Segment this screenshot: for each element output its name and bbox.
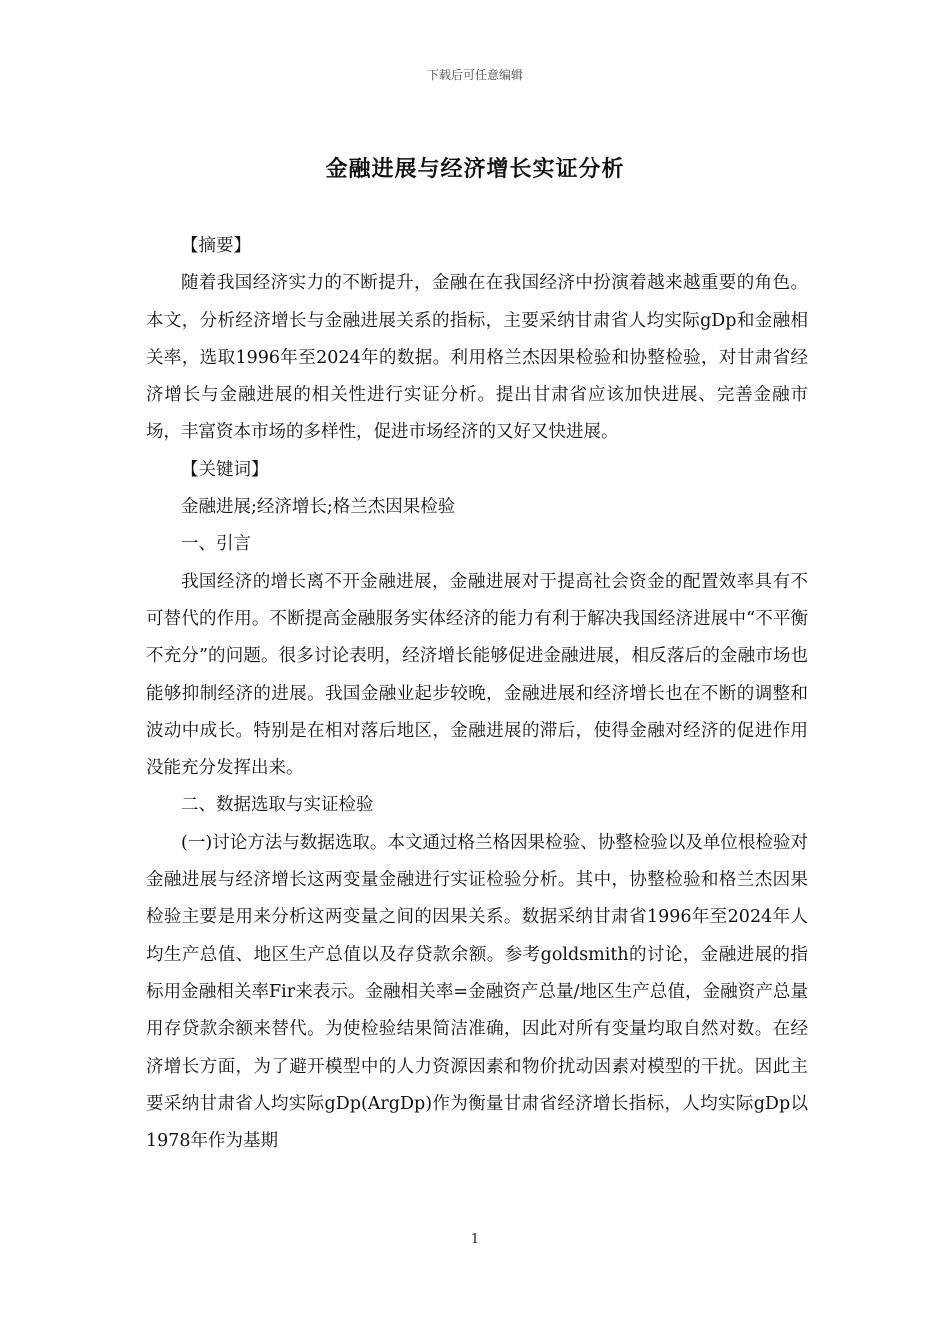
section1-heading: 一、引言 <box>181 534 251 555</box>
page-header-note: 下载后可任意编辑 <box>426 68 523 82</box>
section1-text: 我国经济的增长离不开金融进展，金融进展对于提高社会资金的配置效率具有不可替代的作用。不断提高金融服务实体经济的能力有利于解决我国经济进展中“不平衡不充分”的问题。很多讨论表明，经济增长能够促进金融进展，相反落后的金融市场也能够抑制经济的进展。我国金融业起步较晚，金融进展和经济增长也在不断的调整和波动中成长。特别是在相对落后地区，金融进展的滞后，使得金融对经济的促进作用没能充分发挥出来。 <box>146 571 808 779</box>
document-body <box>146 228 808 1160</box>
section2-heading: 二、数据选取与实证检验 <box>181 795 374 816</box>
keywords-heading: 【关键词】 <box>181 459 269 480</box>
section2-text: (一)讨论方法与数据选取。本文通过格兰格因果检验、协整检验以及单位根检验对金融进展与经济增长这两变量金融进行实证检验分析。其中，协整检验和格兰杰因果检验主要是用来分析这两变量之间的因果关系。数据采纳甘肃省1996年至2024年人均生产总值、地区生产总值以及存贷款余额。参考goldsmith的讨论，金融进展的指标用金融相关率Fir来表示。金融相关率=金融资产总量/地区生产总值，金融资产总量用存贷款余额来替代。为使检验结果简洁准确，因此对所有变量均取自然对数。在经济增长方面，为了避开模型中的人力资源因素和物价扰动因素对模型的干扰。因此主要采纳甘肃省人均实际gDp(ArgDp)作为衡量甘肃省经济增长指标，人均实际gDp以1978年作为基期 <box>146 832 808 1152</box>
abstract-text: 随着我国经济实力的不断提升，金融在在我国经济中扮演着越来越重要的角色。本文，分析经济增长与金融进展关系的指标，主要采纳甘肃省人均实际gDp和金融相关率，选取1996年至2024年的数据。利用格兰杰因果检验和协整检验，对甘肃省经济增长与金融进展的相关性进行实证分析。提出甘肃省应该加快进展、完善金融市场，丰富资本市场的多样性，促进市场经济的又好又快进展。 <box>146 273 808 443</box>
keywords-text: 金融进展;经济增长;格兰杰因果检验 <box>181 497 456 518</box>
page-number: 1 <box>470 1232 480 1247</box>
document-title: 金融进展与经济增长实证分析 <box>325 157 625 182</box>
abstract-heading: 【摘要】 <box>181 236 251 256</box>
